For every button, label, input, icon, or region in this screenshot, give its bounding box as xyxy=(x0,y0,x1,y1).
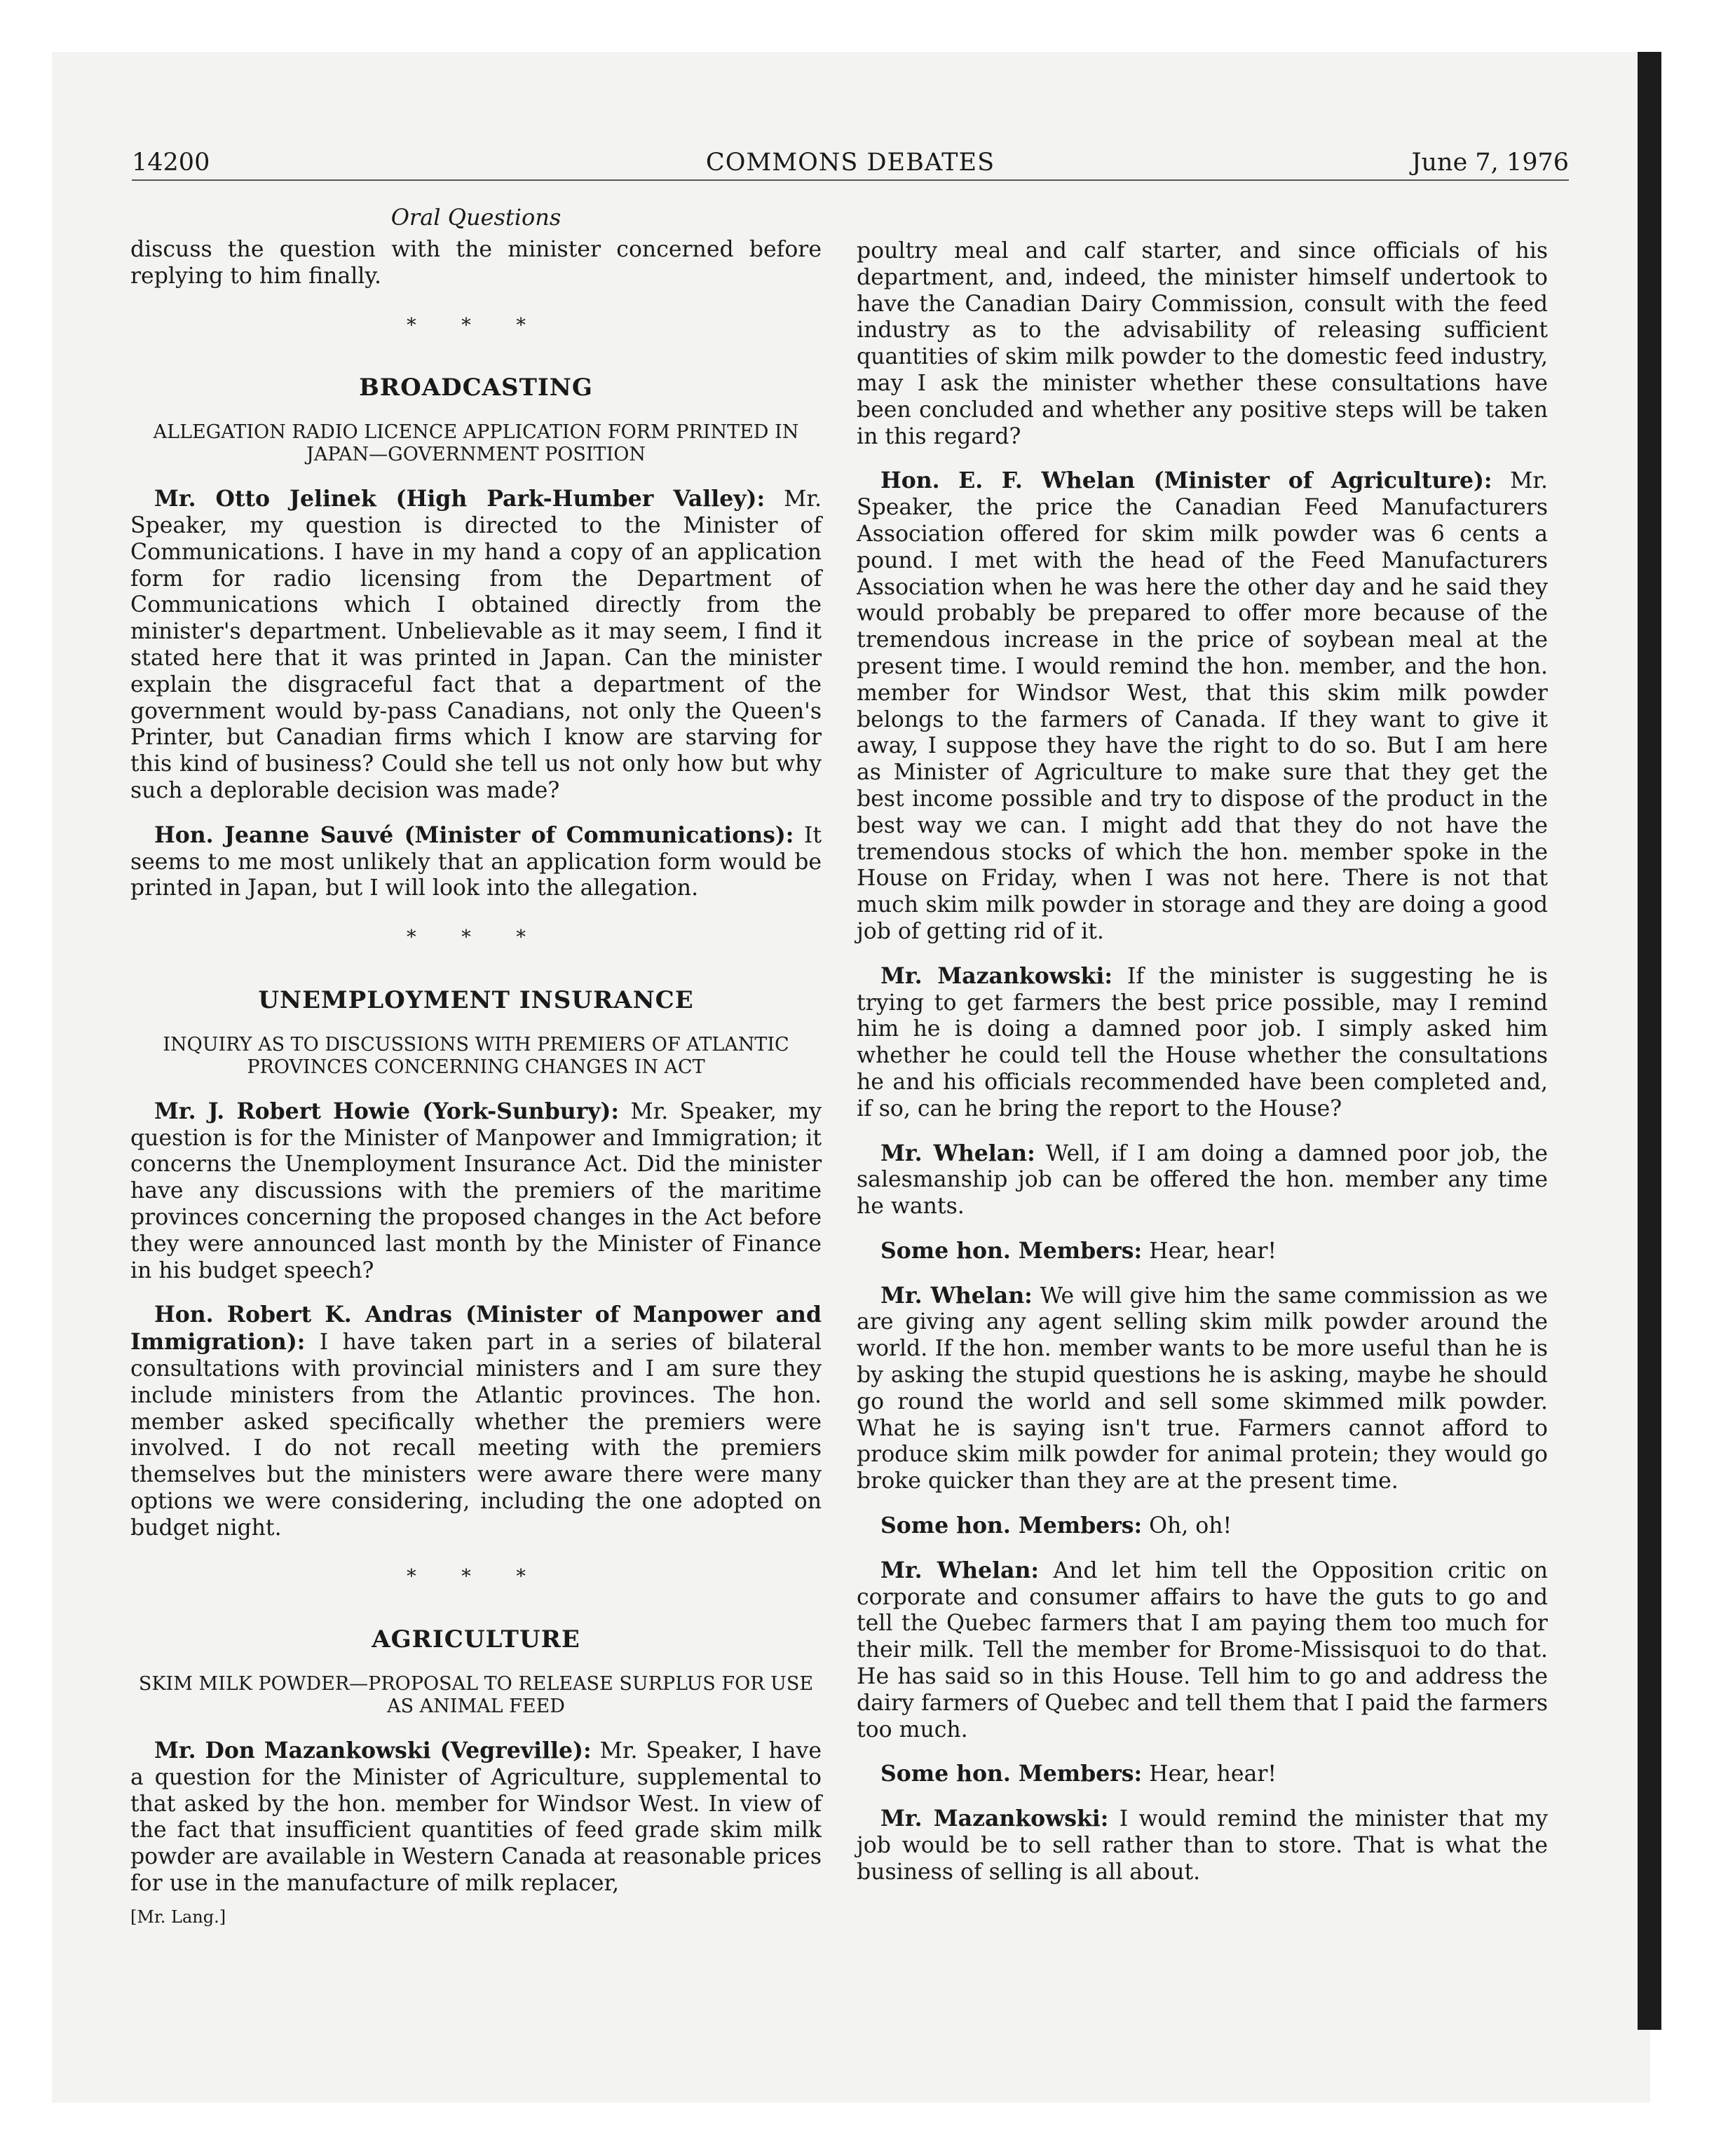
heading-broadcasting: BROADCASTING xyxy=(359,374,593,402)
speaker-name: Mr. Whelan: xyxy=(880,1282,1033,1309)
speech-paragraph xyxy=(857,1806,1548,1885)
speaker-name: Some hon. Members: xyxy=(880,1761,1143,1787)
speech-paragraph xyxy=(857,963,1548,1123)
speech-text: Oh, oh! xyxy=(1142,1513,1232,1539)
publication-title: COMMONS DEBATES xyxy=(705,149,995,177)
speaker-name: Mr. Mazankowski: xyxy=(880,962,1113,989)
speaker-name: Some hon. Members: xyxy=(880,1237,1143,1264)
speaker-name: Mr. J. Robert Howie (York-Sunbury): xyxy=(154,1098,620,1124)
speech-text: Hear, hear! xyxy=(1142,1238,1277,1264)
continued-paragraph: poultry meal and calf starter, and since officials of his department, and, indeed, the minister himself undertook to have the Canadian Dairy Commission, consult with the feed industry as to the advisability of releasing sufficient quantities of skim milk powder to the domestic feed industry, may I ask the minister whether these consultations have been concluded and whether any positive steps will be taken in this regard? xyxy=(857,238,1548,449)
speech-text: Hear, hear! xyxy=(1142,1761,1277,1787)
speaker-name: Mr. Don Mazankowski (Vegreville): xyxy=(154,1738,592,1764)
continued-paragraph: discuss the question with the minister concerned before replying to him finally. xyxy=(130,237,822,289)
speech-text: I have taken part in a series of bilateral consultations with provincial ministers and I am sure they include ministers from the Atlantic provinces. The hon. member asked specifically whether the premiers were involved. I do not recall meeting with the premiers themselves but the ministers were aware there were many options we were considering, including the one adopted on budget night. xyxy=(130,1330,822,1541)
speaker-name: Hon. Robert K. Andras (Minister of Manpower and Immigration): xyxy=(130,1302,822,1356)
speech-text: Mr. Speaker, my question is directed to the Minister of Communications. I have in my hand a copy of an application form for radio licensing from the Department of Communications which I obtained directly from the minister's department. Unbelievable as it may seem, I find it stated here that it was printed in Japan. Can the minister explain the disgraceful fact that a department of the government would by-pass Canadians, not only the Queen's Printer, but Canadian firms which I know are starving for this kind of business? Could she tell us not only how but why such a deplorable decision was made? xyxy=(130,486,822,803)
speech-text: I would remind the minister that my job would be to sell rather than to store. That is what the business of selling is all about. xyxy=(857,1806,1548,1885)
speech-text: Mr. Speaker, I have a question for the Minister of Agriculture, supplemental to that asked by the hon. member for Windsor West. In view of the fact that insufficient quantities of feed grade skim milk powder are available in Western Canada at reasonable prices for use in the manufacture of milk replacer, xyxy=(130,1738,822,1897)
speech-paragraph xyxy=(857,1283,1548,1495)
speech-paragraph xyxy=(857,1761,1548,1788)
publication-date: June 7, 1976 xyxy=(1411,149,1569,177)
speaker-name: Hon. E. F. Whelan (Minister of Agriculture): xyxy=(880,468,1492,494)
speech-text: Mr. Speaker, the price the Canadian Feed Manufacturers Association offered for skim milk powder was 6 cents a pound. I met with the head of the Feed Manufacturers Association when he was here the other day and he said they would probably be prepared to offer more because of the tremendous increase in the price of soybean meal at the present time. I would remind the hon. member, and the hon. member for Windsor West, that this skim milk powder belongs to the farmers of Canada. If they want to give it away, I suppose they have the right to do so. But I am here as Minister of Agriculture to make sure that they get the best income possible and try to dispose of the product in the best way we can. I might add that they do not have the tremendous stocks of which the hon. member spoke in the House on Friday, when I was not here. There is not that much skim milk powder in storage and they are doing a good job of getting rid of it. xyxy=(857,468,1548,944)
speech-text: And let him tell the Opposition critic on corporate and consumer affairs to have the guts to go and tell the Quebec farmers that I am paying them too much for their milk. Tell the member for Brome-Missisquoi to do that. He has said so in this House. Tell him to go and address the dairy farmers of Quebec and tell them that I paid the farmers too much. xyxy=(857,1557,1548,1742)
speech-paragraph xyxy=(857,1557,1548,1744)
section-separator: * * * xyxy=(407,314,545,336)
left-column xyxy=(130,203,822,1931)
speech-paragraph xyxy=(857,1238,1548,1265)
speech-paragraph xyxy=(857,1513,1548,1540)
section-separator: * * * xyxy=(407,927,545,949)
speech-text: Mr. Speaker, my question is for the Minister of Manpower and Immigration; it concerns the Unemployment Insurance Act. Did the minister have any discussions with the premiers of the maritime provinces concerning the proposed changes in the Act before they were announced last month by the Minister of Finance in his budget speech? xyxy=(130,1098,822,1283)
speaker-name: Mr. Mazankowski: xyxy=(880,1806,1109,1832)
speaker-name: Hon. Jeanne Sauvé (Minister of Communications): xyxy=(154,821,794,848)
speaker-name: Some hon. Members: xyxy=(880,1513,1143,1539)
page-number: 14200 xyxy=(132,149,210,177)
speech-paragraph xyxy=(130,1738,822,1897)
speaker-name: Mr. Whelan: xyxy=(880,1140,1035,1166)
speech-paragraph xyxy=(857,468,1548,945)
speech-paragraph xyxy=(130,1098,822,1285)
running-header xyxy=(132,149,1569,181)
heading-unemployment-insurance: UNEMPLOYMENT INSURANCE xyxy=(258,985,694,1014)
subheading-unemployment-insurance: INQUIRY AS TO DISCUSSIONS WITH PREMIERS OF ATLANTIC PROVINCES CONCERNING CHANGES IN ACT xyxy=(163,1033,789,1078)
scan-edge-bar xyxy=(1638,52,1661,2030)
subheading-broadcasting: ALLEGATION RADIO LICENCE APPLICATION FORM PRINTED IN JAPAN—GOVERNMENT POSITION xyxy=(153,421,799,466)
section-separator: * * * xyxy=(407,1566,545,1588)
speech-paragraph xyxy=(857,1140,1548,1220)
speech-paragraph xyxy=(130,822,822,902)
right-column xyxy=(857,238,1548,1904)
speech-text: It seems to me most unlikely that an application form would be printed in Japan, but I will look into the allegation. xyxy=(130,822,822,901)
speech-paragraph xyxy=(130,1302,822,1541)
subheading-agriculture: SKIM MILK POWDER—PROPOSAL TO RELEASE SURPLUS FOR USE AS ANIMAL FEED xyxy=(138,1673,814,1718)
speech-text: We will give him the same commission as we are giving any agent selling skim milk powder around the world. If the hon. member wants to be more useful than he is by asking the stupid questions he is asking, maybe he should go round the world and sell some skimmed milk powder. What he is saying isn't true. Farmers cannot afford to produce skim milk powder for animal protein; they would go broke quicker than they are at the present time. xyxy=(857,1283,1548,1494)
speech-text: If the minister is suggesting he is trying to get farmers the best price possible, may I remind him he is doing a damned poor job. I simply asked him whether he could tell the House whether the consultations he and his officials recommended have been completed and, if so, can he bring the report to the House? xyxy=(857,963,1548,1121)
speech-text: Well, if I am doing a damned poor job, the salesmanship job can be offered the hon. member any time he wants. xyxy=(857,1140,1549,1220)
section-label: Oral Questions xyxy=(390,204,562,231)
speaker-name: Mr. Otto Jelinek (High Park-Humber Valley): xyxy=(154,486,766,512)
speaker-footer-note: [Mr. Lang.] xyxy=(130,1906,226,1927)
speaker-name: Mr. Whelan: xyxy=(880,1557,1040,1583)
speech-paragraph xyxy=(130,486,822,805)
heading-agriculture: AGRICULTURE xyxy=(372,1625,580,1654)
